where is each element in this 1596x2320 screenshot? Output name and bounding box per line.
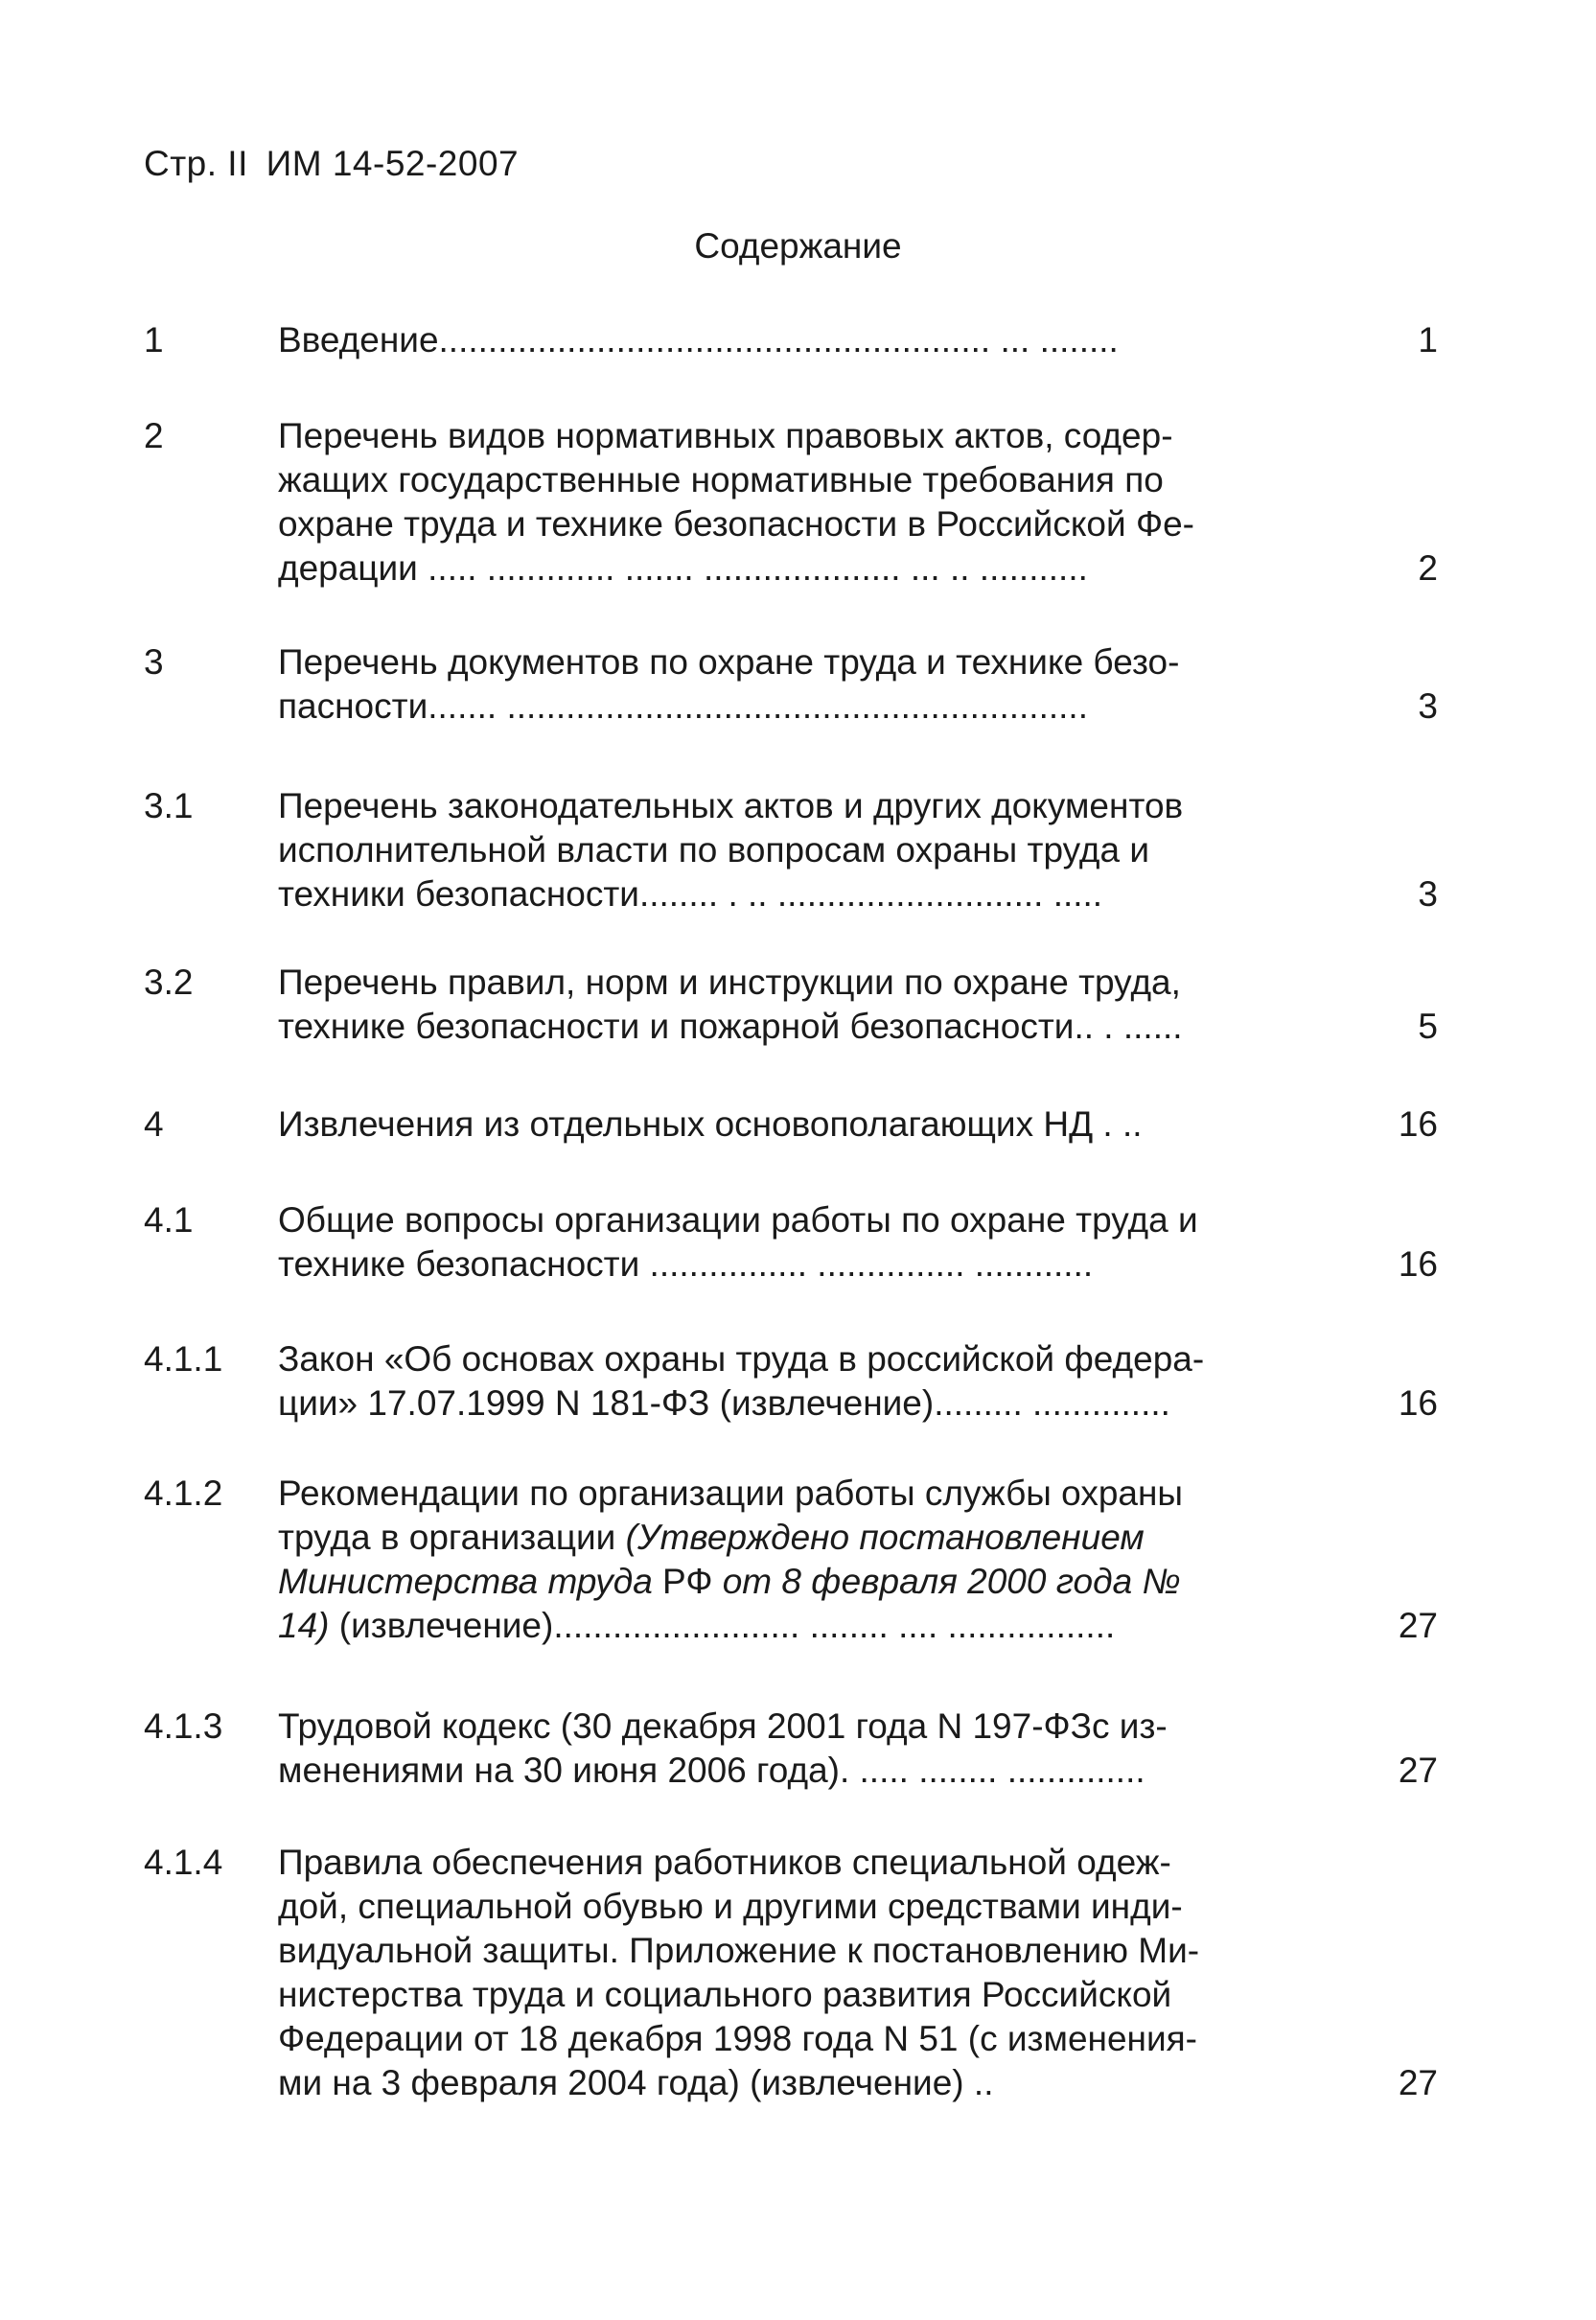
entry-page-number: 27 (1398, 2063, 1438, 2102)
entry-title-line: видуальной защиты. Приложение к постановлению Ми- (278, 1931, 1200, 1970)
entry-page-number: 27 (1398, 1606, 1438, 1645)
entry-number: 2 (144, 416, 164, 455)
text-segment: РФ (652, 1562, 723, 1601)
entry-title (278, 318, 1332, 362)
entry-title-line: Федерации от 18 декабря 1998 года N 51 (с изменения- (278, 2019, 1198, 2058)
entry-title-line: дой, специальной обувью и другими средствами инди- (278, 1887, 1183, 1926)
entry-title (278, 961, 1332, 1049)
entry-title-line: Перечень законодательных актов и других документов (278, 786, 1184, 825)
entry-page-number: 2 (1418, 548, 1438, 588)
entry-number: 4.1.1 (144, 1339, 223, 1379)
entry-number: 4.1.2 (144, 1473, 223, 1513)
toc-title: Содержание (694, 226, 902, 266)
entry-title (278, 784, 1332, 916)
entry-title-line: менениями на 30 июня 2006 года). ..... ........ .............. (278, 1751, 1145, 1790)
italic-segment: Министерства труда (278, 1562, 653, 1601)
italic-segment: от 8 февраля 2000 года № (722, 1562, 1181, 1601)
italic-segment: (Утверждено постановлением (625, 1518, 1145, 1557)
entry-number: 4 (144, 1104, 164, 1144)
text-segment: Рекомендации по организации работы службы охраны (278, 1473, 1184, 1513)
entry-title-line: жащих государственные нормативные требования по (278, 460, 1164, 499)
entry-page-number: 27 (1398, 1751, 1438, 1790)
entry-title-line: охране труда и технике безопасности в Российской Фе- (278, 504, 1194, 544)
entry-title (278, 1472, 1332, 1648)
entry-page-number: 1 (1418, 320, 1438, 360)
entry-title-line: технике безопасности ................ ............... ............ (278, 1244, 1094, 1284)
page-label: Стр. II (144, 144, 248, 183)
entry-title-line (278, 1560, 1332, 1604)
entry-number: 4.1.3 (144, 1706, 223, 1746)
entry-title (278, 1841, 1332, 2105)
entry-title-line: дерации ..... ............. ....... .................... ... .. ........... (278, 548, 1088, 588)
entry-title-line (278, 1604, 1332, 1648)
entry-title-line (278, 1516, 1332, 1560)
entry-page-number: 16 (1398, 1383, 1438, 1423)
entry-number: 4.1 (144, 1200, 194, 1240)
entry-title (278, 1198, 1332, 1287)
entry-title-line: Введение........................................................ ... ........ (278, 320, 1119, 360)
entry-title-line: Правила обеспечения работников специальной одеж- (278, 1843, 1171, 1882)
entry-title-line (278, 1472, 1332, 1516)
entry-page-number: 5 (1418, 1007, 1438, 1046)
entry-title-line: технике безопасности и пожарной безопасности.. . ...... (278, 1007, 1183, 1046)
entry-title (278, 1102, 1332, 1147)
entry-title (278, 1337, 1332, 1426)
entry-title-line: Трудовой кодекс (30 декабря 2001 года N 197-ФЗс из- (278, 1706, 1168, 1746)
italic-segment: 14) (278, 1606, 330, 1645)
entry-number: 4.1.4 (144, 1843, 223, 1882)
entry-title-line: Перечень видов нормативных правовых актов, содер- (278, 416, 1173, 455)
entry-number: 3.1 (144, 786, 194, 825)
entry-title-line: Перечень правил, норм и инструкции по охране труда, (278, 963, 1181, 1002)
entry-title-line: Закон «Об основах охраны труда в российской федера- (278, 1339, 1205, 1379)
entry-title-line: техники безопасности........ . .. ........................... ..... (278, 874, 1103, 914)
entry-title-line: пасности....... ........................................................... (278, 686, 1088, 726)
doc-code: ИМ 14-52-2007 (266, 144, 520, 183)
entry-title-line: ми на 3 февраля 2004 года) (извлечение) .. (278, 2063, 994, 2102)
entry-title-line: ции» 17.07.1999 N 181-ФЗ (извлечение)......... .............. (278, 1383, 1170, 1423)
entry-title-line: нистерства труда и социального развития Российской (278, 1975, 1172, 2014)
entry-page-number: 16 (1398, 1104, 1438, 1144)
entry-number: 1 (144, 320, 164, 360)
text-segment: (извлечение)......................... ........ .... ................. (329, 1606, 1116, 1645)
entry-title-line: Извлечения из отдельных основополагающих НД . .. (278, 1104, 1143, 1144)
entry-title-line: исполнительной власти по вопросам охраны труда и (278, 830, 1150, 870)
entry-title-line: Общие вопросы организации работы по охране труда и (278, 1200, 1198, 1240)
page-header (144, 144, 526, 184)
text-segment: труда в организации (278, 1518, 626, 1557)
entry-title (278, 414, 1332, 591)
entry-page-number: 3 (1418, 686, 1438, 726)
entry-number: 3 (144, 642, 164, 682)
entry-number: 3.2 (144, 963, 194, 1002)
entry-title-line: Перечень документов по охране труда и технике безо- (278, 642, 1180, 682)
entry-page-number: 3 (1418, 874, 1438, 914)
entry-title (278, 640, 1332, 729)
entry-title (278, 1705, 1332, 1793)
entry-page-number: 16 (1398, 1244, 1438, 1284)
